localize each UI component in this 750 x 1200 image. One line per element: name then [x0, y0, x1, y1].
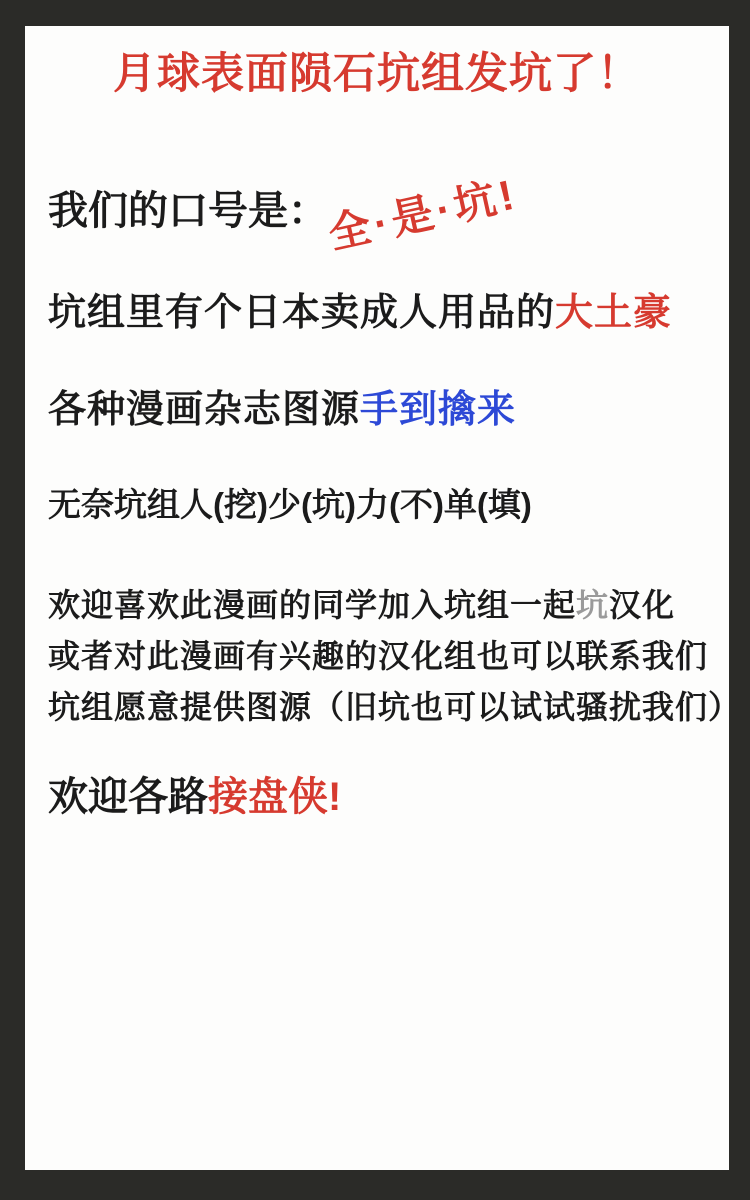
recruit-paragraph-line1 [48, 580, 741, 631]
slogan-label: 我们的口号是： [48, 189, 328, 233]
shorthanded-line: 无奈坑组人(挖)少(坑)力(不)单(填) [48, 486, 532, 523]
recruit-line1-post: 汉化 [609, 587, 676, 623]
sources-text: 各种漫画杂志图源 [48, 389, 361, 431]
recruit-line1-pre: 欢迎喜欢此漫画的同学加入坑组一起 [48, 587, 577, 623]
page-title: 月球表面陨石坑组发坑了！ [113, 50, 641, 98]
welcome-highlight: 接盘侠! [208, 775, 342, 819]
slogan-highlight: 全·是·坑! [324, 170, 522, 258]
tycoon-text: 坑组里有个日本卖成人用品的 [48, 292, 556, 334]
recruit-paragraph [48, 580, 741, 733]
welcome-text: 欢迎各路 [48, 775, 208, 819]
tycoon-line [48, 292, 672, 336]
recruit-paragraph-line3: 坑组愿意提供图源（旧坑也可以试试骚扰我们） [48, 689, 742, 725]
recruit-paragraph-line2: 或者对此漫画有兴趣的汉化组也可以联系我们 [48, 638, 709, 674]
recruit-line1-highlight: 坑 [576, 587, 610, 623]
tycoon-highlight: 大土豪 [555, 292, 673, 334]
notice-page [25, 26, 742, 1170]
sources-highlight: 手到擒来 [360, 389, 517, 431]
welcome-line [48, 774, 341, 820]
sources-line [48, 389, 516, 433]
